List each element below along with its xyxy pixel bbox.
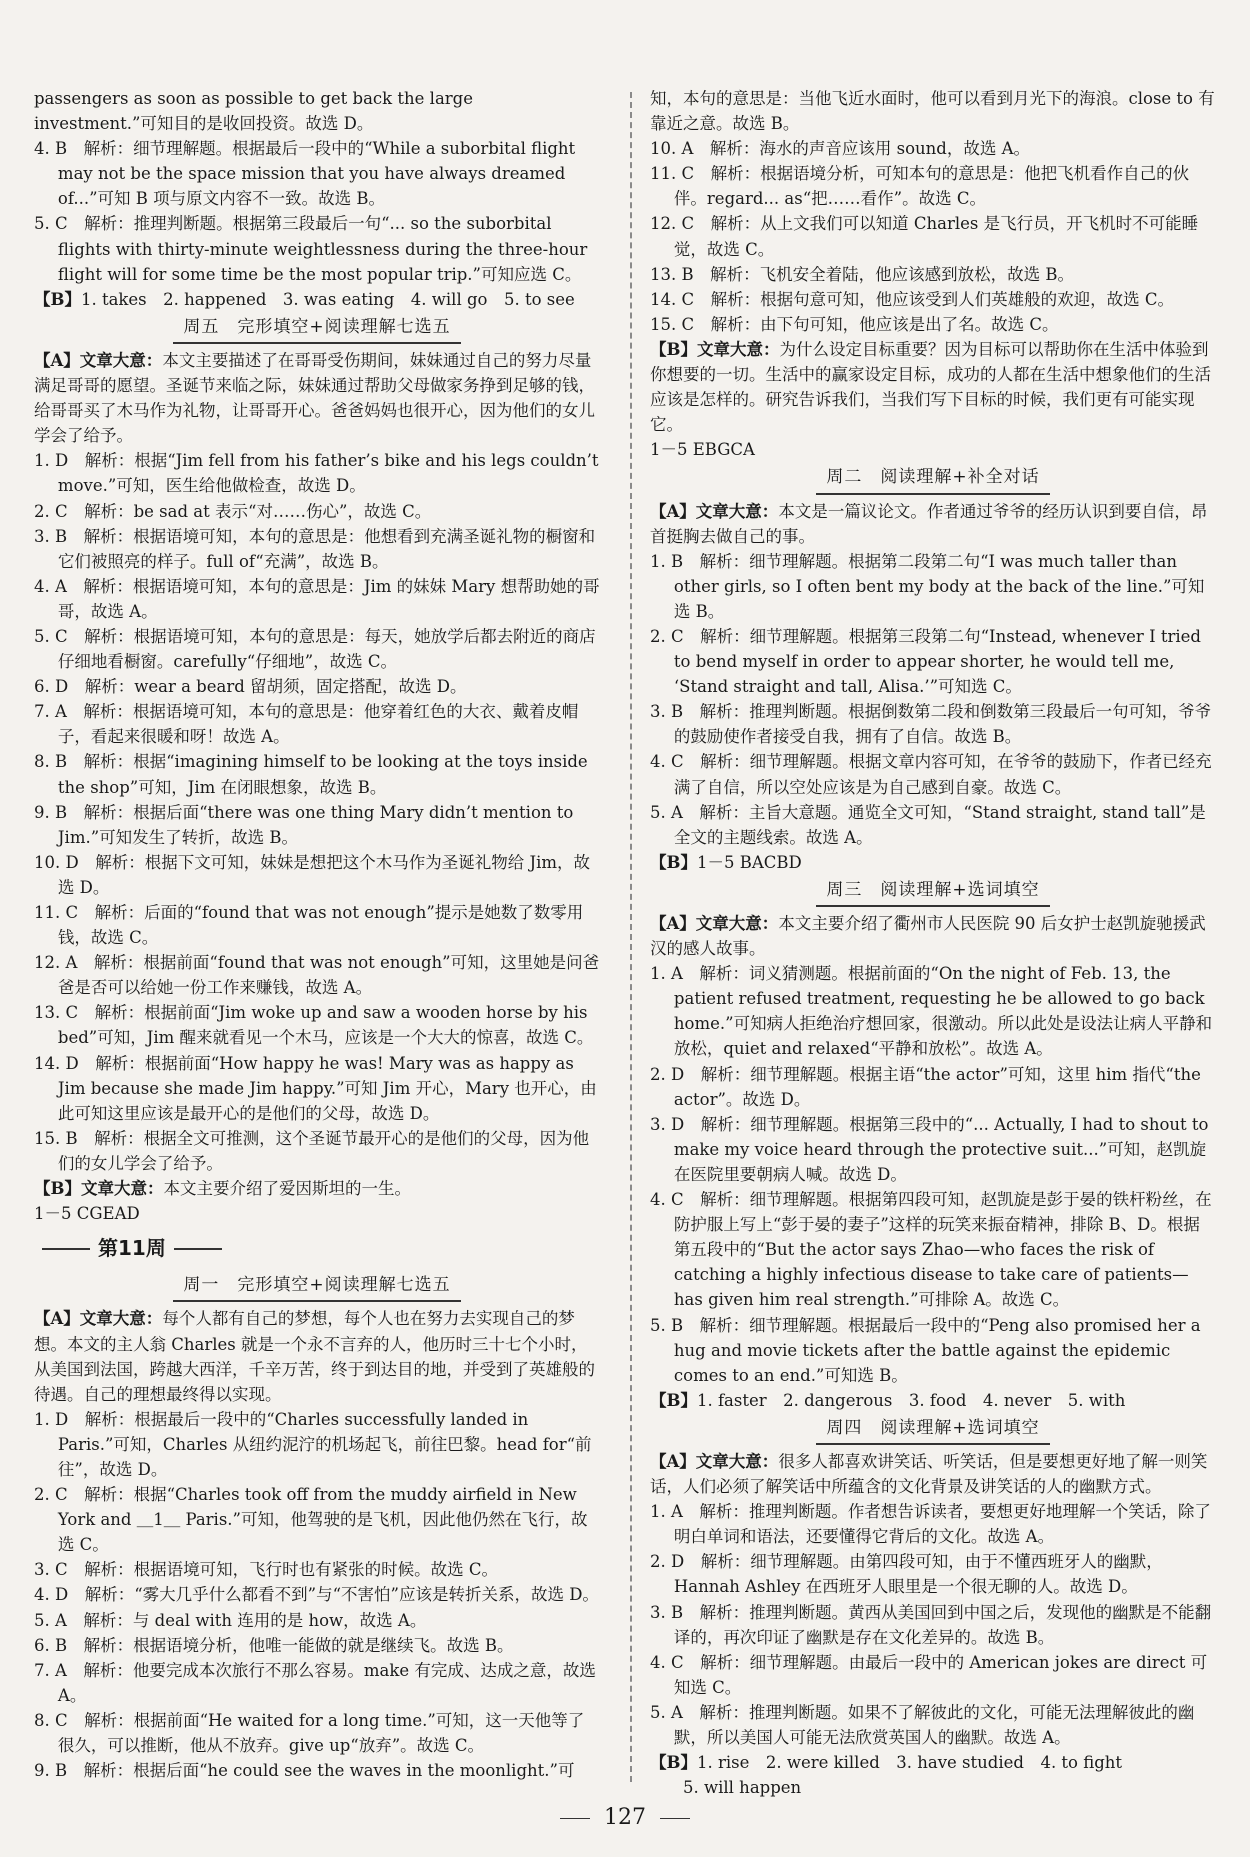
answer-text: 1－5 BACBD bbox=[696, 852, 802, 872]
right-column bbox=[650, 86, 1216, 1800]
answer-label: 【A】文章大意： bbox=[650, 501, 779, 521]
answer-text: 3. D 解析：细节理解题。根据第三段中的“... Actually, I had to shout to make my voice heard through the protective suit...”可知，赵凯旋在医院里要朝病人喊。故选 D。 bbox=[650, 1114, 1209, 1184]
answer-text: 2. C 解析：be sad at 表示“对……伤心”，故选 C。 bbox=[34, 501, 432, 521]
answer-text: 4. A 解析：根据语境可知，本句的意思是：Jim 的妹妹 Mary 想帮助她的哥哥，故选 A。 bbox=[34, 576, 600, 621]
answer-text: 5. A 解析：主旨大意题。通览全文可知，“Stand straight, stand tall”是全文的主题线索。故选 A。 bbox=[650, 802, 1206, 847]
heading-rule bbox=[42, 1248, 90, 1250]
answer-paragraph bbox=[34, 1608, 600, 1633]
answer-paragraph bbox=[650, 624, 1216, 699]
answer-paragraph bbox=[34, 674, 600, 699]
answer-text: 2. D 解析：细节理解题。根据主语“the actor”可知，这里 him 指代“the actor”。故选 D。 bbox=[650, 1064, 1201, 1109]
answer-text: 1. faster 2. dangerous 3. food 4. never 5. with bbox=[696, 1390, 1126, 1410]
answer-label: 【B】文章大意： bbox=[650, 339, 780, 359]
answer-text: 5. B 解析：细节理解题。根据最后一段中的“Peng also promised her a hug and movie tickets after the battle against the epidemic comes to an end.”可知选 B。 bbox=[650, 1315, 1201, 1385]
section-title-tuesday: 周二 阅读理解+补全对话 bbox=[650, 465, 1216, 494]
answer-paragraph bbox=[34, 1126, 600, 1176]
answer-text: 为什么设定目标重要？因为目标可以帮助你在生活中体验到你想要的一切。生活中的赢家设定目标，成功的人都在生活中想象他们的生活应该是怎样的。研究告诉我们，当我们写下目标的时候，我们更有可能实现它。 bbox=[650, 339, 1211, 435]
answer-text: 4. B 解析：细节理解题。根据最后一段中的“While a suborbital flight may not be the space mission that you have always dreamed of...”可知 B 项与原文内容不一致。故选 B。 bbox=[34, 139, 576, 209]
answer-label: 【A】文章大意： bbox=[650, 1451, 779, 1471]
answer-text: passengers as soon as possible to get back the large investment.”可知目的是收回投资。故选 D。 bbox=[34, 89, 474, 134]
answer-text: 4. C 解析：细节理解题。根据文章内容可知，在爷爷的鼓励下，作者已经充满了自信，所以空处应该是为自己感到自豪。故选 C。 bbox=[650, 752, 1212, 797]
answer-paragraph bbox=[34, 211, 600, 286]
answer-paragraph bbox=[650, 699, 1216, 749]
answer-paragraph bbox=[650, 850, 1216, 875]
answer-text: 2. D 解析：细节理解题。由第四段可知，由于不懂西班牙人的幽默，Hannah Ashley 在西班牙人眼里是一个很无聊的人。故选 D。 bbox=[650, 1552, 1163, 1597]
answer-text: 1－5 EBGCA bbox=[650, 440, 755, 460]
section-title-thursday: 周四 阅读理解+选词填空 bbox=[650, 1416, 1216, 1445]
section-title-monday: 周一 完形填空+阅读理解七选五 bbox=[34, 1273, 600, 1302]
answer-paragraph bbox=[34, 524, 600, 574]
answer-block bbox=[34, 1306, 600, 1783]
answer-paragraph bbox=[650, 1062, 1216, 1112]
answer-paragraph bbox=[650, 1187, 1216, 1312]
answer-text: 15. B 解析：根据全文可推测，这个圣诞节最开心的是他们的父母，因为他们的女儿学会了给予。 bbox=[34, 1128, 590, 1173]
page-number bbox=[0, 1805, 1250, 1830]
answer-text: 很多人都喜欢讲笑话、听笑话，但是要想更好地了解一则笑话，人们必须了解笑话中所蕴含的文化背景及讲笑话的人的幽默方式。 bbox=[650, 1451, 1208, 1497]
answer-paragraph bbox=[34, 348, 600, 448]
answer-text: 5. A 解析：推理判断题。如果不了解彼此的文化，可能无法理解彼此的幽默，所以美国人可能无法欣赏英国人的幽默。故选 A。 bbox=[650, 1702, 1195, 1747]
answer-block bbox=[650, 1449, 1216, 1800]
answer-text: 3. C 解析：根据语境可知，飞行时也有紧张的时候。故选 C。 bbox=[34, 1560, 498, 1580]
answer-paragraph bbox=[650, 1775, 1216, 1800]
answer-text: 11. C 解析：后面的“found that was not enough”提示是她数了数零用钱，故选 C。 bbox=[34, 903, 584, 948]
answer-paragraph bbox=[34, 1582, 600, 1607]
answer-paragraph bbox=[650, 1600, 1216, 1650]
answer-text: 10. A 解析：海水的声音应该用 sound，故选 A。 bbox=[650, 139, 1031, 159]
answer-paragraph bbox=[650, 1700, 1216, 1750]
answer-paragraph bbox=[650, 1313, 1216, 1388]
answer-text: 本文主要介绍了衢州市人民医院 90 后女护士赵凯旋驰援武汉的感人故事。 bbox=[650, 914, 1206, 959]
page-number-dash bbox=[560, 1818, 590, 1819]
page-number-text: 127 bbox=[604, 1805, 646, 1830]
answer-paragraph bbox=[650, 961, 1216, 1061]
answer-label: 【A】文章大意： bbox=[650, 914, 779, 933]
answer-paragraph bbox=[34, 287, 600, 312]
answer-paragraph bbox=[650, 1549, 1216, 1599]
answer-text: 5. will happen bbox=[650, 1778, 802, 1798]
answer-text: 8. C 解析：根据前面“He waited for a long time.”可知，这一天他等了很久，可以推断，他从不放弃。give up“放弃”。故选 C。 bbox=[34, 1710, 585, 1755]
answer-paragraph bbox=[34, 1407, 600, 1482]
answer-block bbox=[34, 348, 600, 1226]
answer-paragraph bbox=[650, 312, 1216, 337]
answer-paragraph bbox=[34, 574, 600, 624]
answer-paragraph bbox=[34, 1176, 600, 1201]
answer-block bbox=[34, 86, 600, 312]
answer-block bbox=[650, 911, 1216, 1413]
answer-paragraph bbox=[34, 1708, 600, 1758]
answer-paragraph bbox=[650, 800, 1216, 850]
answer-paragraph bbox=[34, 950, 600, 1000]
answer-paragraph bbox=[650, 1499, 1216, 1549]
answer-label: 【B】文章大意： bbox=[34, 1179, 164, 1199]
answer-label: 【A】文章大意： bbox=[34, 350, 163, 370]
answer-text: 14. C 解析：根据句意可知，他应该受到人们英雄般的欢迎，故选 C。 bbox=[650, 289, 1174, 309]
answer-paragraph bbox=[650, 86, 1216, 136]
answer-paragraph bbox=[650, 749, 1216, 799]
answer-text: 本文主要介绍了爱因斯坦的一生。 bbox=[163, 1179, 411, 1199]
answer-paragraph bbox=[650, 337, 1216, 437]
answer-text: 4. C 解析：细节理解题。由最后一段中的 American jokes are direct 可知选 C。 bbox=[650, 1652, 1208, 1697]
answer-paragraph bbox=[650, 1388, 1216, 1413]
answer-text: 9. B 解析：根据后面“there was one thing Mary didn’t mention to Jim.”可知发生了转折，故选 B。 bbox=[34, 802, 574, 847]
answer-text: 本文主要描述了在哥哥受伤期间，妹妹通过自己的努力尽量满足哥哥的愿望。圣诞节来临之际，妹妹通过帮助父母做家务挣到足够的钱，给哥哥买了木马作为礼物，让哥哥开心。爸爸妈妈也很开心，因为他们的女儿学会了给予。 bbox=[34, 350, 595, 446]
answer-text: 2. C 解析：根据“Charles took off from the muddy airfield in New York and ＿1＿ Paris.”可知，他驾驶的是飞机，因此他仍然在飞行，故选 C。 bbox=[34, 1485, 588, 1555]
answer-text: 本文是一篇议论文。作者通过爷爷的经历认识到要自信，昂首挺胸去做自己的事。 bbox=[650, 501, 1208, 546]
answer-text: 每个人都有自己的梦想，每个人也在努力去实现自己的梦想。本文的主人翁 Charles 就是一个永不言弃的人，他历时三十七个小时，从美国到法国，跨越大西洋，千辛万苦，终于到达目的地，并受到了英雄般的待遇。自己的理想最终得以实现。 bbox=[34, 1309, 595, 1404]
answer-text: 知，本句的意思是：当他飞近水面时，他可以看到月光下的海浪。close to 有靠近之意。故选 B。 bbox=[650, 89, 1215, 134]
answer-block bbox=[650, 86, 1216, 462]
answer-text: 12. C 解析：从上文我们可以知道 Charles 是飞行员，开飞机时不可能睡觉，故选 C。 bbox=[650, 214, 1199, 259]
left-column bbox=[34, 86, 600, 1783]
answer-text: 3. B 解析：推理判断题。黄西从美国回到中国之后，发现他的幽默是不能翻译的，再次印证了幽默是存在文化差异的。故选 B。 bbox=[650, 1602, 1212, 1647]
answer-block bbox=[650, 499, 1216, 875]
answer-paragraph bbox=[34, 136, 600, 211]
answer-paragraph bbox=[34, 1201, 600, 1226]
answer-text: 10. D 解析：根据下文可知，妹妹是想把这个木马作为圣诞礼物给 Jim，故选 D。 bbox=[34, 852, 590, 897]
answer-paragraph bbox=[34, 1051, 600, 1126]
answer-text: 1. A 解析：推理判断题。作者想告诉读者，要想更好地理解一个笑话，除了明白单词和语法，还要懂得它背后的文化。故选 A。 bbox=[650, 1502, 1211, 1547]
column-divider bbox=[630, 92, 632, 1782]
answer-paragraph bbox=[650, 262, 1216, 287]
answer-paragraph bbox=[650, 1112, 1216, 1187]
answer-paragraph bbox=[650, 1650, 1216, 1700]
answer-text: 4. D 解析：“雾大几乎什么都看不到”与“不害怕”应该是转折关系，故选 D。 bbox=[34, 1585, 599, 1605]
answer-text: 3. B 解析：推理判断题。根据倒数第二段和倒数第三段最后一句可知，爷爷的鼓励使作者接受自我，拥有了自信。故选 B。 bbox=[650, 702, 1212, 747]
answer-paragraph bbox=[650, 549, 1216, 624]
answer-label: 【B】 bbox=[650, 1390, 697, 1410]
answer-label: 【B】 bbox=[650, 852, 697, 872]
answer-label: 【B】 bbox=[650, 1753, 697, 1773]
answer-text: 14. D 解析：根据前面“How happy he was! Mary was as happy as Jim because she made Jim happy.”可知 Jim 开心，Mary 也开心，由此可知这里应该是最开心的是他们的父母，故选 D。 bbox=[34, 1053, 597, 1123]
answer-paragraph bbox=[650, 1449, 1216, 1499]
answer-paragraph bbox=[650, 161, 1216, 211]
heading-rule bbox=[174, 1248, 222, 1250]
answer-paragraph bbox=[650, 1750, 1216, 1775]
answer-text: 3. B 解析：根据语境可知，本句的意思是：他想看到充满圣诞礼物的橱窗和它们被照亮的样子。full of“充满”，故选 B。 bbox=[34, 526, 596, 571]
answer-text: 4. C 解析：细节理解题。根据第四段可知，赵凯旋是彭于晏的铁杆粉丝，在防护服上写上“彭于晏的妻子”这样的玩笑来振奋精神，排除 B、D。根据第五段中的“But the actor says Zhao—who faces the risk of catching a highly infectious disease to take care of patients—has given him real strength.”可排除 A。故选 C。 bbox=[650, 1190, 1212, 1310]
answer-text: 9. B 解析：根据后面“he could see the waves in the moonlight.”可 bbox=[34, 1761, 575, 1781]
answer-paragraph bbox=[34, 699, 600, 749]
answer-text: 1. rise 2. were killed 3. have studied 4. to fight bbox=[696, 1753, 1123, 1773]
answer-paragraph bbox=[34, 850, 600, 900]
section-title-friday: 周五 完形填空+阅读理解七选五 bbox=[34, 315, 600, 344]
week-title: 第11周 bbox=[98, 1236, 166, 1261]
answer-text: 1. A 解析：词义猜测题。根据前面的“On the night of Feb. 13, the patient refused treatment, requesting he be allowed to go back home.”可知病人拒绝治疗想回家，很激动。所以此处是设法让病人平静和放松，quiet and relaxed“平静和放松”。故选 A。 bbox=[650, 964, 1213, 1059]
answer-text: 1. takes 2. happened 3. was eating 4. will go 5. to see bbox=[80, 289, 575, 309]
answer-paragraph bbox=[650, 499, 1216, 549]
answer-paragraph bbox=[34, 800, 600, 850]
answer-label: 【A】文章大意： bbox=[34, 1309, 163, 1329]
answer-paragraph bbox=[34, 1557, 600, 1582]
answer-text: 13. B 解析：飞机安全着陆，他应该感到放松，故选 B。 bbox=[650, 264, 1074, 284]
answer-text: 7. A 解析：根据语境可知，本句的意思是：他穿着红色的大衣、戴着皮帽子，看起来很暖和呀！故选 A。 bbox=[34, 702, 579, 747]
answer-text: 8. B 解析：根据“imagining himself to be looking at the toys inside the shop”可知，Jim 在闭眼想象，故选 B。 bbox=[34, 752, 588, 797]
answer-text: 13. C 解析：根据前面“Jim woke up and saw a wooden horse by his bed”可知，Jim 醒来就看见一个木马，应该是一个大大的惊喜，故选 C。 bbox=[34, 1003, 594, 1048]
answer-paragraph bbox=[650, 287, 1216, 312]
answer-text: 11. C 解析：根据语境分析，可知本句的意思是：他把飞机看作自己的伙伴。regard... as“把……看作”。故选 C。 bbox=[650, 164, 1190, 209]
answer-text: 1. D 解析：根据最后一段中的“Charles successfully landed in Paris.”可知，Charles 从纽约泥泞的机场起飞，前往巴黎。head for“前往”，故选 D。 bbox=[34, 1409, 592, 1479]
answer-paragraph bbox=[34, 448, 600, 498]
answer-paragraph bbox=[34, 1000, 600, 1050]
answer-paragraph bbox=[650, 136, 1216, 161]
answer-paragraph bbox=[34, 1306, 600, 1406]
answer-paragraph bbox=[650, 911, 1216, 961]
answer-paragraph bbox=[34, 86, 600, 136]
section-title-wednesday: 周三 阅读理解+选词填空 bbox=[650, 878, 1216, 907]
page-number-dash bbox=[660, 1818, 690, 1819]
answer-text: 7. A 解析：他要完成本次旅行不那么容易。make 有完成、达成之意，故选 A。 bbox=[34, 1660, 596, 1705]
answer-text: 6. D 解析：wear a beard 留胡须，固定搭配，故选 D。 bbox=[34, 677, 467, 697]
answer-text: 1. D 解析：根据“Jim fell from his father’s bike and his legs couldn’t move.”可知，医生给他做检查，故选 D。 bbox=[34, 451, 599, 496]
answer-paragraph bbox=[34, 1633, 600, 1658]
answer-paragraph bbox=[34, 1758, 600, 1783]
answer-paragraph bbox=[650, 437, 1216, 462]
answer-paragraph bbox=[650, 211, 1216, 261]
answer-paragraph bbox=[34, 900, 600, 950]
answer-text: 5. A 解析：与 deal with 连用的是 how，故选 A。 bbox=[34, 1610, 427, 1630]
answer-label: 【B】 bbox=[34, 289, 81, 309]
answer-text: 12. A 解析：根据前面“found that was not enough”可知，这里她是问爸爸是否可以给她一份工作来赚钱，故选 A。 bbox=[34, 953, 600, 998]
answer-paragraph bbox=[34, 749, 600, 799]
answer-paragraph bbox=[34, 1482, 600, 1557]
answer-paragraph bbox=[34, 1658, 600, 1708]
answer-text: 1. B 解析：细节理解题。根据第二段第二句“I was much taller than other girls, so I often bent my body at the back of the line.”可知选 B。 bbox=[650, 551, 1205, 621]
answer-paragraph bbox=[34, 624, 600, 674]
answer-text: 1－5 CGEAD bbox=[34, 1204, 140, 1224]
answer-text: 5. C 解析：推理判断题。根据第三段最后一句“... so the suborbital flights with thirty-minute weightlessness during the three-hour flight will for some time be the most popular trip.”可知应选 C。 bbox=[34, 214, 588, 284]
answer-text: 2. C 解析：细节理解题。根据第三段第二句“Instead, whenever I tried to bend myself in order to appear shorter, he would tell me, ‘Stand straight and tall, Alisa.’”可知选 C。 bbox=[650, 626, 1201, 697]
answer-text: 5. C 解析：根据语境可知，本句的意思是：每天，她放学后都去附近的商店仔细地看橱窗。carefully“仔细地”，故选 C。 bbox=[34, 626, 596, 672]
week-heading bbox=[34, 1236, 600, 1261]
answer-text: 6. B 解析：根据语境分析，他唯一能做的就是继续飞。故选 B。 bbox=[34, 1635, 514, 1655]
answer-text: 15. C 解析：由下句可知，他应该是出了名。故选 C。 bbox=[650, 314, 1059, 334]
answer-paragraph bbox=[34, 499, 600, 524]
